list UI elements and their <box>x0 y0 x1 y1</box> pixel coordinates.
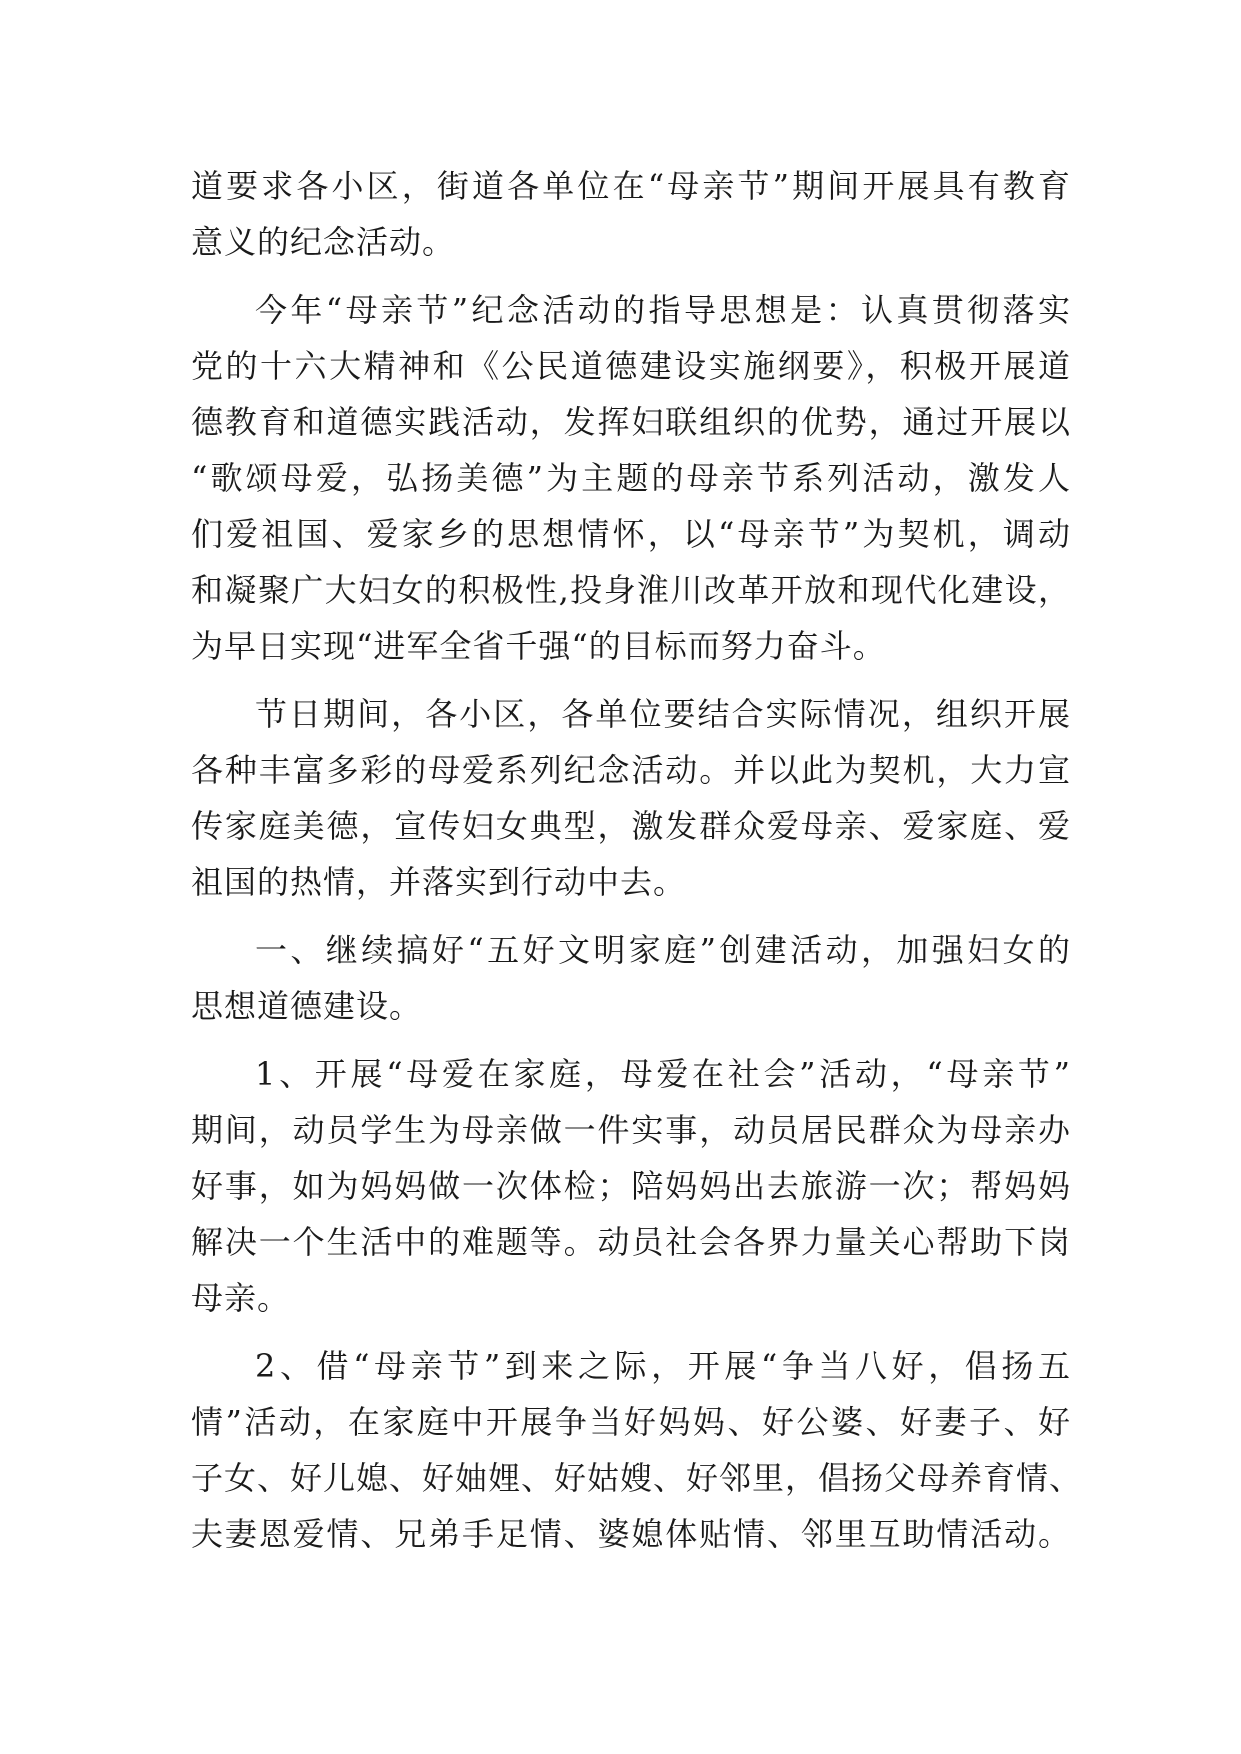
text-line: 一、继续搞好“五好文明家庭”创建活动，加强妇女的 <box>255 931 1071 969</box>
text-line: 母亲。 <box>191 1279 291 1317</box>
text-line: 期间，动员学生为母亲做一件实事，动员居民群众为母亲办 <box>191 1111 1071 1149</box>
text-line: 德教育和道德实践活动，发挥妇联组织的优势，通过开展以 <box>191 403 1071 441</box>
paragraph <box>191 1046 1071 1326</box>
paragraph <box>191 1338 1083 1562</box>
text-line: 节日期间，各小区，各单位要结合实际情况，组织开展 <box>255 695 1071 733</box>
text-line: 们爱祖国、爱家乡的思想情怀，以“母亲节”为契机，调动 <box>191 515 1071 553</box>
text-line: 祖国的热情，并落实到行动中去。 <box>191 863 687 901</box>
text-line: 好事，如为妈妈做一次体检；陪妈妈出去旅游一次；帮妈妈 <box>191 1167 1071 1205</box>
text-line: 党的十六大精神和《公民道德建设实施纲要》，积极开展道 <box>191 347 1071 385</box>
text-line: 情”活动，在家庭中开展争当好妈妈、好公婆、好妻子、好 <box>191 1403 1071 1441</box>
text-line: 2、借“母亲节”到来之际，开展“争当八好，倡扬五 <box>255 1347 1071 1385</box>
text-line: 今年“母亲节”纪念活动的指导思想是：认真贯彻落实 <box>255 291 1071 329</box>
text-line: “歌颂母爱，弘扬美德”为主题的母亲节系列活动，激发人 <box>191 459 1071 497</box>
text-line: 夫妻恩爱情、兄弟手足情、婆媳体贴情、邻里互助情活动。 <box>191 1515 1071 1553</box>
text-line: 思想道德建设。 <box>191 987 423 1025</box>
text-line: 为早日实现“进军全省千强“的目标而努力奋斗。 <box>191 627 886 665</box>
text-line: 意义的纪念活动。 <box>191 223 456 261</box>
text-line: 道要求各小区，街道各单位在“母亲节”期间开展具有教育 <box>191 167 1071 205</box>
text-line: 子女、好儿媳、好妯娌、好姑嫂、好邻里，倡扬父母养育情、 <box>191 1459 1083 1497</box>
paragraph <box>191 686 1071 910</box>
document-body <box>191 158 1083 1562</box>
text-line: 和凝聚广大妇女的积极性,投身淮川改革开放和现代化建设， <box>191 571 1071 609</box>
paragraph <box>191 282 1071 674</box>
text-line: 解决一个生活中的难题等。动员社会各界力量关心帮助下岗 <box>191 1223 1071 1261</box>
text-line: 1、开展“母爱在家庭，母爱在社会”活动，“母亲节” <box>255 1055 1071 1093</box>
paragraph <box>191 922 1071 1034</box>
text-line: 传家庭美德，宣传妇女典型，激发群众爱母亲、爱家庭、爱 <box>191 807 1071 845</box>
paragraph <box>191 158 1071 270</box>
text-line: 各种丰富多彩的母爱系列纪念活动。并以此为契机，大力宣 <box>191 751 1071 789</box>
